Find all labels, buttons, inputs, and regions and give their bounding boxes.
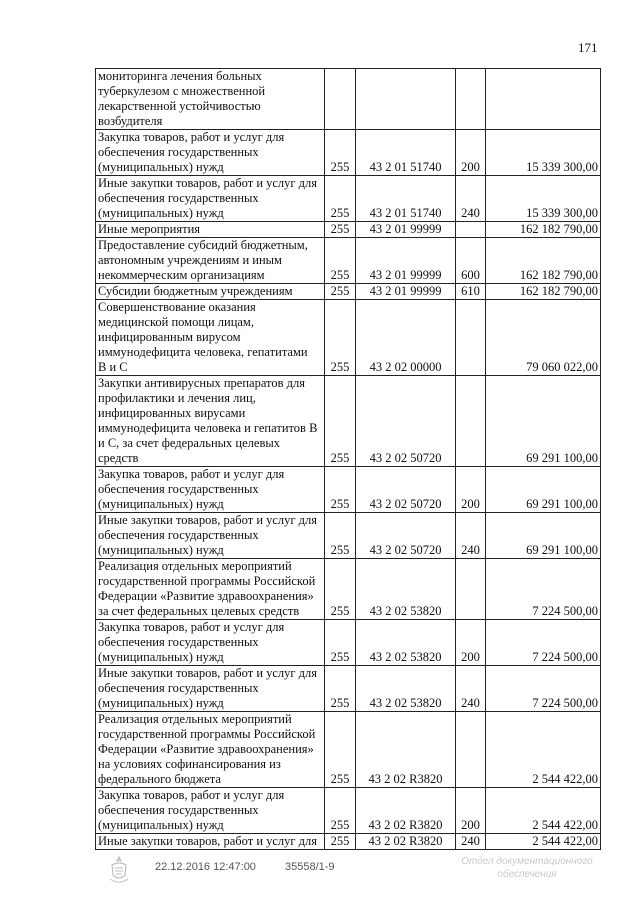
row-type-cell: 200 [456,788,486,834]
row-csr-cell: 43 2 02 50720 [356,376,456,467]
row-code-cell: 255 [325,666,356,712]
row-type-cell: 600 [456,238,486,284]
row-csr-cell [356,69,456,130]
row-type-cell: 240 [456,513,486,559]
table-row [96,666,601,712]
row-code-cell: 255 [325,712,356,788]
row-amount-cell: 69 291 100,00 [486,467,601,513]
row-amount-cell: 15 339 300,00 [486,176,601,222]
row-code-cell: 255 [325,376,356,467]
footer-date: 22.12.2016 12:47:00 [155,861,256,873]
row-name-cell: Закупка товаров, работ и услуг для обеспечения государственных (муниципальных) нужд [96,130,325,176]
row-amount-cell: 69 291 100,00 [486,376,601,467]
table-row [96,176,601,222]
table-body [96,69,601,850]
row-csr-cell: 43 2 02 53820 [356,666,456,712]
row-type-cell: 240 [456,834,486,850]
row-csr-cell: 43 2 01 51740 [356,176,456,222]
row-amount-cell: 7 224 500,00 [486,559,601,620]
row-name-cell: Предоставление субсидий бюджетным, автономным учреждениям и иным некоммерческим организациям [96,238,325,284]
row-csr-cell: 43 2 01 51740 [356,130,456,176]
footer-doc-number: 35558/1-9 [285,861,335,873]
row-name-cell: Иные закупки товаров, работ и услуг для обеспечения государственных (муниципальных) нужд [96,176,325,222]
row-csr-cell: 43 2 02 R3820 [356,834,456,850]
table-row [96,620,601,666]
row-csr-cell: 43 2 01 99999 [356,222,456,238]
row-csr-cell: 43 2 02 53820 [356,559,456,620]
table-row [96,467,601,513]
row-name-cell: Реализация отдельных мероприятий государственной программы Российской Федерации «Развитие здравоохранения» за счет федеральных целевых средств [96,559,325,620]
row-type-cell: 200 [456,467,486,513]
table-row [96,222,601,238]
row-type-cell [456,300,486,376]
row-code-cell: 255 [325,513,356,559]
row-type-cell: 610 [456,284,486,300]
row-amount-cell: 162 182 790,00 [486,238,601,284]
row-code-cell: 255 [325,238,356,284]
row-type-cell: 240 [456,666,486,712]
row-name-cell: Иные мероприятия [96,222,325,238]
row-name-cell: Совершенствование оказания медицинской помощи лицам, инфицированным вирусом иммунодефицита человека, гепатитами В и С [96,300,325,376]
row-code-cell: 255 [325,130,356,176]
row-csr-cell: 43 2 02 00000 [356,300,456,376]
emblem-stamp-icon [108,855,130,885]
row-code-cell: 255 [325,788,356,834]
row-type-cell [456,376,486,467]
row-amount-cell: 2 544 422,00 [486,834,601,850]
row-code-cell: 255 [325,620,356,666]
row-type-cell: 200 [456,620,486,666]
row-name-cell: Иные закупки товаров, работ и услуг для [96,834,325,850]
footer-signature: Отдел документационного обеспечения [461,856,593,880]
page-number: 171 [578,40,598,55]
row-type-cell [456,69,486,130]
table-row [96,513,601,559]
row-amount-cell [486,69,601,130]
row-type-cell: 200 [456,130,486,176]
row-csr-cell: 43 2 02 R3820 [356,712,456,788]
table-row [96,284,601,300]
row-amount-cell: 162 182 790,00 [486,284,601,300]
row-amount-cell: 69 291 100,00 [486,513,601,559]
row-code-cell: 255 [325,834,356,850]
row-type-cell [456,559,486,620]
row-name-cell: Закупка товаров, работ и услуг для обеспечения государственных (муниципальных) нужд [96,788,325,834]
table-row [96,788,601,834]
row-code-cell: 255 [325,300,356,376]
row-amount-cell: 162 182 790,00 [486,222,601,238]
row-amount-cell: 2 544 422,00 [486,788,601,834]
row-name-cell: Иные закупки товаров, работ и услуг для обеспечения государственных (муниципальных) нужд [96,513,325,559]
row-csr-cell: 43 2 01 99999 [356,238,456,284]
row-code-cell: 255 [325,176,356,222]
row-amount-cell: 7 224 500,00 [486,666,601,712]
row-csr-cell: 43 2 02 R3820 [356,788,456,834]
table-row [96,559,601,620]
row-type-cell [456,222,486,238]
row-name-cell: Иные закупки товаров, работ и услуг для обеспечения государственных (муниципальных) нужд [96,666,325,712]
row-code-cell: 255 [325,222,356,238]
table-row [96,238,601,284]
row-name-cell: Закупка товаров, работ и услуг для обеспечения государственных (муниципальных) нужд [96,467,325,513]
table-row [96,130,601,176]
row-code-cell: 255 [325,467,356,513]
table-row [96,69,601,130]
row-code-cell: 255 [325,284,356,300]
row-name-cell: Субсидии бюджетным учреждениям [96,284,325,300]
table-row [96,376,601,467]
row-code-cell: 255 [325,559,356,620]
row-amount-cell: 15 339 300,00 [486,130,601,176]
row-amount-cell: 2 544 422,00 [486,712,601,788]
table-row [96,712,601,788]
row-name-cell: Реализация отдельных мероприятий государственной программы Российской Федерации «Развитие здравоохранения» на условиях софинансирования из федерального бюджета [96,712,325,788]
row-amount-cell: 7 224 500,00 [486,620,601,666]
row-type-cell [456,712,486,788]
row-name-cell: Закупки антивирусных препаратов для профилактики и лечения лиц, инфицированных вирусами иммунодефицита человека и гепатитов В и С, за счет федеральных целевых средств [96,376,325,467]
footer [0,855,640,895]
table-row [96,300,601,376]
table-row [96,834,601,850]
row-name-cell: Закупка товаров, работ и услуг для обеспечения государственных (муниципальных) нужд [96,620,325,666]
row-type-cell: 240 [456,176,486,222]
row-csr-cell: 43 2 02 50720 [356,513,456,559]
budget-table [95,68,601,850]
row-amount-cell: 79 060 022,00 [486,300,601,376]
row-csr-cell: 43 2 01 99999 [356,284,456,300]
row-code-cell [325,69,356,130]
row-name-cell: мониторинга лечения больных туберкулезом с множественной лекарственной устойчивостью возбудителя [96,69,325,130]
row-csr-cell: 43 2 02 53820 [356,620,456,666]
row-csr-cell: 43 2 02 50720 [356,467,456,513]
